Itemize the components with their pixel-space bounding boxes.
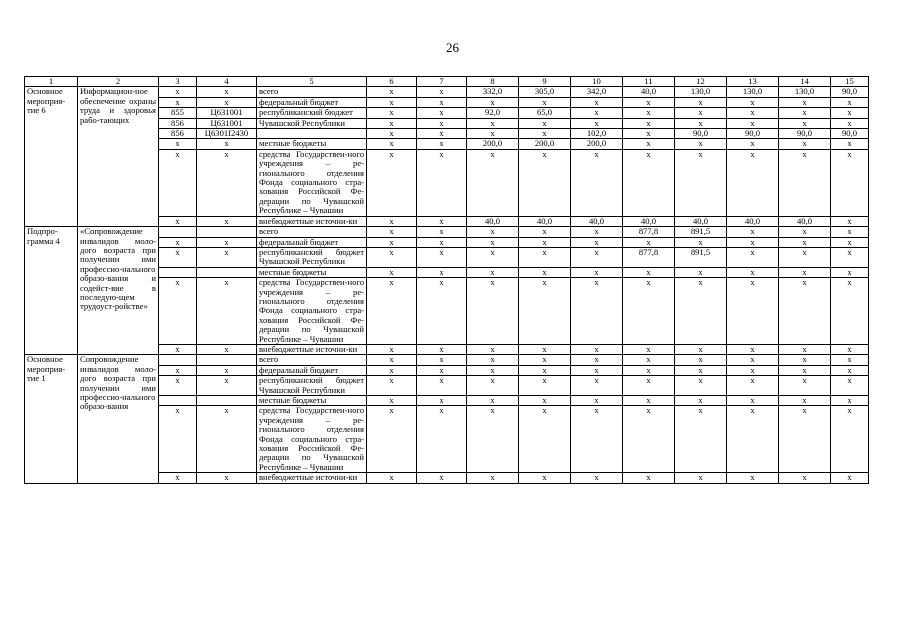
amount-cell: 90,0	[831, 129, 869, 139]
code-cell: 856	[159, 129, 197, 139]
target-article-cell: х	[197, 278, 257, 345]
amount-cell: х	[571, 376, 623, 396]
amount-cell: х	[727, 247, 779, 267]
amount-cell: х	[571, 278, 623, 345]
code-cell: х	[159, 149, 197, 216]
code-cell	[159, 267, 197, 277]
amount-cell: х	[727, 365, 779, 375]
amount-cell: х	[367, 406, 417, 473]
target-article-cell: Ц631001	[197, 108, 257, 118]
target-article-cell	[197, 355, 257, 365]
amount-cell: х	[623, 108, 675, 118]
code-cell: х	[159, 278, 197, 345]
amount-cell: х	[367, 267, 417, 277]
amount-cell: х	[519, 227, 571, 237]
amount-cell: х	[467, 365, 519, 375]
code-cell: х	[159, 406, 197, 473]
amount-cell: х	[675, 355, 727, 365]
target-article-cell	[197, 267, 257, 277]
amount-cell: х	[675, 396, 727, 406]
amount-cell: х	[467, 278, 519, 345]
amount-cell: х	[367, 216, 417, 226]
amount-cell: 305,0	[519, 87, 571, 97]
amount-cell: х	[571, 267, 623, 277]
amount-cell: х	[417, 237, 467, 247]
amount-cell: х	[831, 216, 869, 226]
amount-cell: х	[467, 473, 519, 483]
column-header: 10	[571, 77, 623, 87]
amount-cell: 332,0	[467, 87, 519, 97]
amount-cell: х	[623, 365, 675, 375]
amount-cell: х	[519, 406, 571, 473]
amount-cell: х	[367, 365, 417, 375]
amount-cell: х	[417, 365, 467, 375]
amount-cell: х	[571, 473, 623, 483]
amount-cell: х	[831, 237, 869, 247]
amount-cell: х	[467, 267, 519, 277]
column-header: 12	[675, 77, 727, 87]
amount-cell: х	[675, 149, 727, 216]
code-cell: х	[159, 473, 197, 483]
amount-cell: х	[623, 406, 675, 473]
column-header: 14	[779, 77, 831, 87]
amount-cell: х	[675, 97, 727, 107]
amount-cell: 92,0	[467, 108, 519, 118]
amount-cell: х	[417, 247, 467, 267]
amount-cell: х	[367, 376, 417, 396]
amount-cell: 40,0	[727, 216, 779, 226]
amount-cell: х	[367, 149, 417, 216]
funding-source-cell: внебюджетные источни-ки	[257, 344, 367, 354]
amount-cell: 90,0	[675, 129, 727, 139]
amount-cell: 90,0	[727, 129, 779, 139]
target-article-cell: х	[197, 149, 257, 216]
code-cell: х	[159, 365, 197, 375]
activity-status-cell: Основное мероприя-тие 6	[25, 87, 78, 227]
amount-cell: 102,0	[571, 129, 623, 139]
column-header: 5	[257, 77, 367, 87]
amount-cell: х	[623, 376, 675, 396]
funding-source-cell: всего	[257, 355, 367, 365]
amount-cell: х	[571, 149, 623, 216]
activity-name-cell: «Сопровождение инвалидов моло-дого возраста при получении ими профессио-нального образо-вания и содейст-вие в последую-щем трудоуст-ройстве»	[78, 227, 159, 355]
amount-cell: х	[467, 227, 519, 237]
amount-cell: 65,0	[519, 108, 571, 118]
target-article-cell	[197, 227, 257, 237]
amount-cell: х	[519, 129, 571, 139]
amount-cell: х	[623, 473, 675, 483]
amount-cell: х	[779, 118, 831, 128]
target-article-cell: х	[197, 247, 257, 267]
amount-cell: 877,8	[623, 247, 675, 267]
amount-cell: х	[367, 355, 417, 365]
amount-cell: х	[571, 406, 623, 473]
amount-cell: х	[675, 473, 727, 483]
amount-cell: 40,0	[675, 216, 727, 226]
amount-cell: х	[831, 139, 869, 149]
amount-cell: х	[675, 118, 727, 128]
funding-source-cell: местные бюджеты	[257, 267, 367, 277]
amount-cell: х	[831, 473, 869, 483]
funding-source-cell	[257, 129, 367, 139]
funding-source-cell: средства Государствен-ного учреждения – ре-гионального отделения Фонда социального стра-хования Российской Фе-дерации по Чувашской Республике – Чувашии	[257, 278, 367, 345]
amount-cell: х	[519, 97, 571, 107]
activity-status-cell: Подпро-грамма 4	[25, 227, 78, 355]
target-article-cell: х	[197, 473, 257, 483]
target-article-cell: Ц6301I2430	[197, 129, 257, 139]
code-cell: х	[159, 237, 197, 247]
code-cell	[159, 396, 197, 406]
amount-cell: х	[571, 108, 623, 118]
amount-cell: х	[727, 344, 779, 354]
code-cell: 855	[159, 108, 197, 118]
amount-cell: х	[519, 355, 571, 365]
amount-cell: х	[571, 365, 623, 375]
funding-source-cell: всего	[257, 227, 367, 237]
amount-cell: х	[519, 473, 571, 483]
amount-cell: х	[779, 227, 831, 237]
amount-cell: х	[779, 396, 831, 406]
header-row	[25, 77, 869, 87]
amount-cell: х	[675, 406, 727, 473]
code-cell: х	[159, 139, 197, 149]
amount-cell: х	[367, 396, 417, 406]
target-article-cell: х	[197, 406, 257, 473]
column-header: 1	[25, 77, 78, 87]
amount-cell: х	[727, 267, 779, 277]
amount-cell: 891,5	[675, 247, 727, 267]
amount-cell: х	[417, 139, 467, 149]
code-cell	[159, 355, 197, 365]
amount-cell: х	[831, 108, 869, 118]
amount-cell: х	[831, 278, 869, 345]
amount-cell: 40,0	[779, 216, 831, 226]
amount-cell: 130,0	[727, 87, 779, 97]
amount-cell: х	[779, 473, 831, 483]
column-header: 13	[727, 77, 779, 87]
code-cell: х	[159, 247, 197, 267]
funding-source-cell: местные бюджеты	[257, 396, 367, 406]
amount-cell: х	[519, 149, 571, 216]
amount-cell: х	[367, 237, 417, 247]
amount-cell: 130,0	[779, 87, 831, 97]
column-header: 7	[417, 77, 467, 87]
activity-name-cell: Сопровождение инвалидов моло-дого возраста при получении ими профессио-нального образо-вания	[78, 355, 159, 483]
amount-cell: х	[367, 227, 417, 237]
column-header: 3	[159, 77, 197, 87]
amount-cell: х	[727, 278, 779, 345]
amount-cell: х	[779, 278, 831, 345]
amount-cell: х	[623, 267, 675, 277]
amount-cell: х	[367, 139, 417, 149]
amount-cell: 200,0	[571, 139, 623, 149]
amount-cell: х	[727, 355, 779, 365]
code-cell: х	[159, 87, 197, 97]
amount-cell: х	[727, 237, 779, 247]
funding-source-cell: республиканский бюджет	[257, 108, 367, 118]
code-cell: х	[159, 376, 197, 396]
amount-cell: х	[623, 97, 675, 107]
column-header: 9	[519, 77, 571, 87]
amount-cell: х	[727, 139, 779, 149]
amount-cell: х	[367, 247, 417, 267]
amount-cell: х	[417, 129, 467, 139]
amount-cell: х	[571, 396, 623, 406]
amount-cell: х	[367, 118, 417, 128]
amount-cell: х	[467, 129, 519, 139]
target-article-cell	[197, 396, 257, 406]
amount-cell: х	[779, 139, 831, 149]
funding-source-cell: федеральный бюджет	[257, 365, 367, 375]
amount-cell: х	[467, 344, 519, 354]
amount-cell: х	[417, 97, 467, 107]
amount-cell: 342,0	[571, 87, 623, 97]
amount-cell: х	[831, 355, 869, 365]
target-article-cell: х	[197, 344, 257, 354]
amount-cell: х	[727, 473, 779, 483]
amount-cell: х	[467, 149, 519, 216]
amount-cell: 891,5	[675, 227, 727, 237]
amount-cell: х	[467, 237, 519, 247]
amount-cell: х	[417, 108, 467, 118]
funding-source-cell: внебюджетные источни-ки	[257, 473, 367, 483]
amount-cell: х	[571, 247, 623, 267]
amount-cell: х	[417, 87, 467, 97]
activity-name-cell: Информацион-ное обеспечение охраны труда и здоровья рабо-тающих	[78, 87, 159, 227]
amount-cell: х	[571, 227, 623, 237]
amount-cell: 200,0	[519, 139, 571, 149]
target-article-cell: х	[197, 97, 257, 107]
amount-cell: х	[623, 118, 675, 128]
funding-source-cell: всего	[257, 87, 367, 97]
amount-cell: х	[779, 247, 831, 267]
code-cell: х	[159, 97, 197, 107]
amount-cell: х	[831, 247, 869, 267]
amount-cell: х	[417, 118, 467, 128]
amount-cell: 877,8	[623, 227, 675, 237]
amount-cell: х	[417, 267, 467, 277]
amount-cell: х	[779, 97, 831, 107]
column-header: 8	[467, 77, 519, 87]
funding-source-cell: внебюджетные источни-ки	[257, 216, 367, 226]
funding-source-cell: местные бюджеты	[257, 139, 367, 149]
amount-cell: х	[779, 365, 831, 375]
table-row	[25, 87, 869, 97]
funding-source-cell: средства Государствен-ного учреждения – ре-гионального отделения Фонда социального стра-хования Российской Фе-дерации по Чувашской Республике – Чувашии	[257, 406, 367, 473]
amount-cell: х	[467, 97, 519, 107]
amount-cell: х	[417, 396, 467, 406]
amount-cell: х	[367, 108, 417, 118]
amount-cell: х	[417, 149, 467, 216]
activity-status-cell: Основное мероприя-тие 1	[25, 355, 78, 483]
amount-cell: х	[519, 267, 571, 277]
page-number: 26	[446, 40, 459, 55]
amount-cell: х	[831, 376, 869, 396]
amount-cell: х	[467, 118, 519, 128]
amount-cell: х	[779, 406, 831, 473]
code-cell	[159, 227, 197, 237]
amount-cell: х	[675, 365, 727, 375]
amount-cell: 130,0	[675, 87, 727, 97]
amount-cell: х	[831, 97, 869, 107]
amount-cell: х	[623, 149, 675, 216]
column-header: 2	[78, 77, 159, 87]
target-article-cell: Ц631001	[197, 118, 257, 128]
funding-source-cell: федеральный бюджет	[257, 237, 367, 247]
amount-cell: х	[623, 396, 675, 406]
amount-cell: х	[367, 278, 417, 345]
amount-cell: 40,0	[571, 216, 623, 226]
funding-source-cell: республиканский бюджет Чувашской Республики	[257, 376, 367, 396]
amount-cell: х	[623, 344, 675, 354]
target-article-cell: х	[197, 139, 257, 149]
amount-cell: 200,0	[467, 139, 519, 149]
amount-cell: х	[519, 344, 571, 354]
amount-cell: 40,0	[467, 216, 519, 226]
amount-cell: х	[519, 247, 571, 267]
column-header: 6	[367, 77, 417, 87]
amount-cell: х	[675, 344, 727, 354]
amount-cell: х	[727, 118, 779, 128]
amount-cell: х	[831, 118, 869, 128]
amount-cell: х	[831, 344, 869, 354]
amount-cell: х	[467, 406, 519, 473]
funding-source-cell: республиканский бюджет Чувашской Республики	[257, 247, 367, 267]
amount-cell: х	[367, 344, 417, 354]
amount-cell: х	[623, 278, 675, 345]
amount-cell: х	[779, 149, 831, 216]
amount-cell: 40,0	[623, 87, 675, 97]
target-article-cell: х	[197, 237, 257, 247]
amount-cell: х	[623, 355, 675, 365]
amount-cell: х	[727, 396, 779, 406]
amount-cell: х	[623, 139, 675, 149]
amount-cell: х	[367, 473, 417, 483]
amount-cell: х	[779, 267, 831, 277]
amount-cell: х	[417, 216, 467, 226]
amount-cell: х	[417, 344, 467, 354]
amount-cell: х	[831, 406, 869, 473]
table-row	[25, 355, 869, 365]
amount-cell: х	[417, 227, 467, 237]
amount-cell: х	[467, 247, 519, 267]
amount-cell: х	[727, 108, 779, 118]
amount-cell: х	[571, 97, 623, 107]
amount-cell: х	[623, 129, 675, 139]
funding-source-cell: федеральный бюджет	[257, 97, 367, 107]
amount-cell: х	[467, 376, 519, 396]
amount-cell: х	[519, 365, 571, 375]
amount-cell: х	[831, 396, 869, 406]
amount-cell: х	[831, 267, 869, 277]
column-header: 15	[831, 77, 869, 87]
amount-cell: х	[519, 396, 571, 406]
budget-table	[24, 76, 869, 484]
amount-cell: х	[727, 376, 779, 396]
amount-cell: х	[727, 149, 779, 216]
amount-cell: х	[779, 355, 831, 365]
amount-cell: х	[675, 237, 727, 247]
amount-cell: 90,0	[831, 87, 869, 97]
amount-cell: х	[467, 355, 519, 365]
amount-cell: х	[417, 376, 467, 396]
amount-cell: х	[675, 267, 727, 277]
amount-cell: х	[831, 365, 869, 375]
amount-cell: х	[367, 97, 417, 107]
amount-cell: 40,0	[623, 216, 675, 226]
amount-cell: х	[779, 376, 831, 396]
code-cell: х	[159, 344, 197, 354]
amount-cell: х	[417, 406, 467, 473]
column-header: 11	[623, 77, 675, 87]
amount-cell: 90,0	[779, 129, 831, 139]
amount-cell: х	[779, 108, 831, 118]
amount-cell: х	[675, 108, 727, 118]
target-article-cell: х	[197, 365, 257, 375]
amount-cell: х	[831, 227, 869, 237]
table-row	[25, 227, 869, 237]
amount-cell: х	[571, 344, 623, 354]
target-article-cell: х	[197, 216, 257, 226]
target-article-cell: х	[197, 376, 257, 396]
amount-cell: х	[571, 355, 623, 365]
amount-cell: х	[779, 237, 831, 247]
amount-cell: х	[571, 118, 623, 128]
amount-cell: х	[831, 149, 869, 216]
funding-source-cell: средства Государствен-ного учреждения – ре-гионального отделения Фонда социального стра-хования Российской Фе-дерации по Чувашской Республике – Чувашии	[257, 149, 367, 216]
amount-cell: х	[779, 344, 831, 354]
amount-cell: х	[417, 278, 467, 345]
column-header: 4	[197, 77, 257, 87]
amount-cell: х	[519, 118, 571, 128]
funding-source-cell: Чувашской Республики	[257, 118, 367, 128]
amount-cell: х	[367, 87, 417, 97]
amount-cell: х	[675, 278, 727, 345]
amount-cell: х	[727, 406, 779, 473]
amount-cell: х	[519, 278, 571, 345]
amount-cell: х	[571, 237, 623, 247]
code-cell: х	[159, 216, 197, 226]
amount-cell: х	[675, 139, 727, 149]
amount-cell: х	[727, 97, 779, 107]
amount-cell: 40,0	[519, 216, 571, 226]
code-cell: 856	[159, 118, 197, 128]
amount-cell: х	[519, 237, 571, 247]
amount-cell: х	[727, 227, 779, 237]
target-article-cell: х	[197, 87, 257, 97]
amount-cell: х	[519, 376, 571, 396]
amount-cell: х	[417, 473, 467, 483]
amount-cell: х	[675, 376, 727, 396]
amount-cell: х	[467, 396, 519, 406]
amount-cell: х	[367, 129, 417, 139]
amount-cell: х	[623, 237, 675, 247]
amount-cell: х	[417, 355, 467, 365]
